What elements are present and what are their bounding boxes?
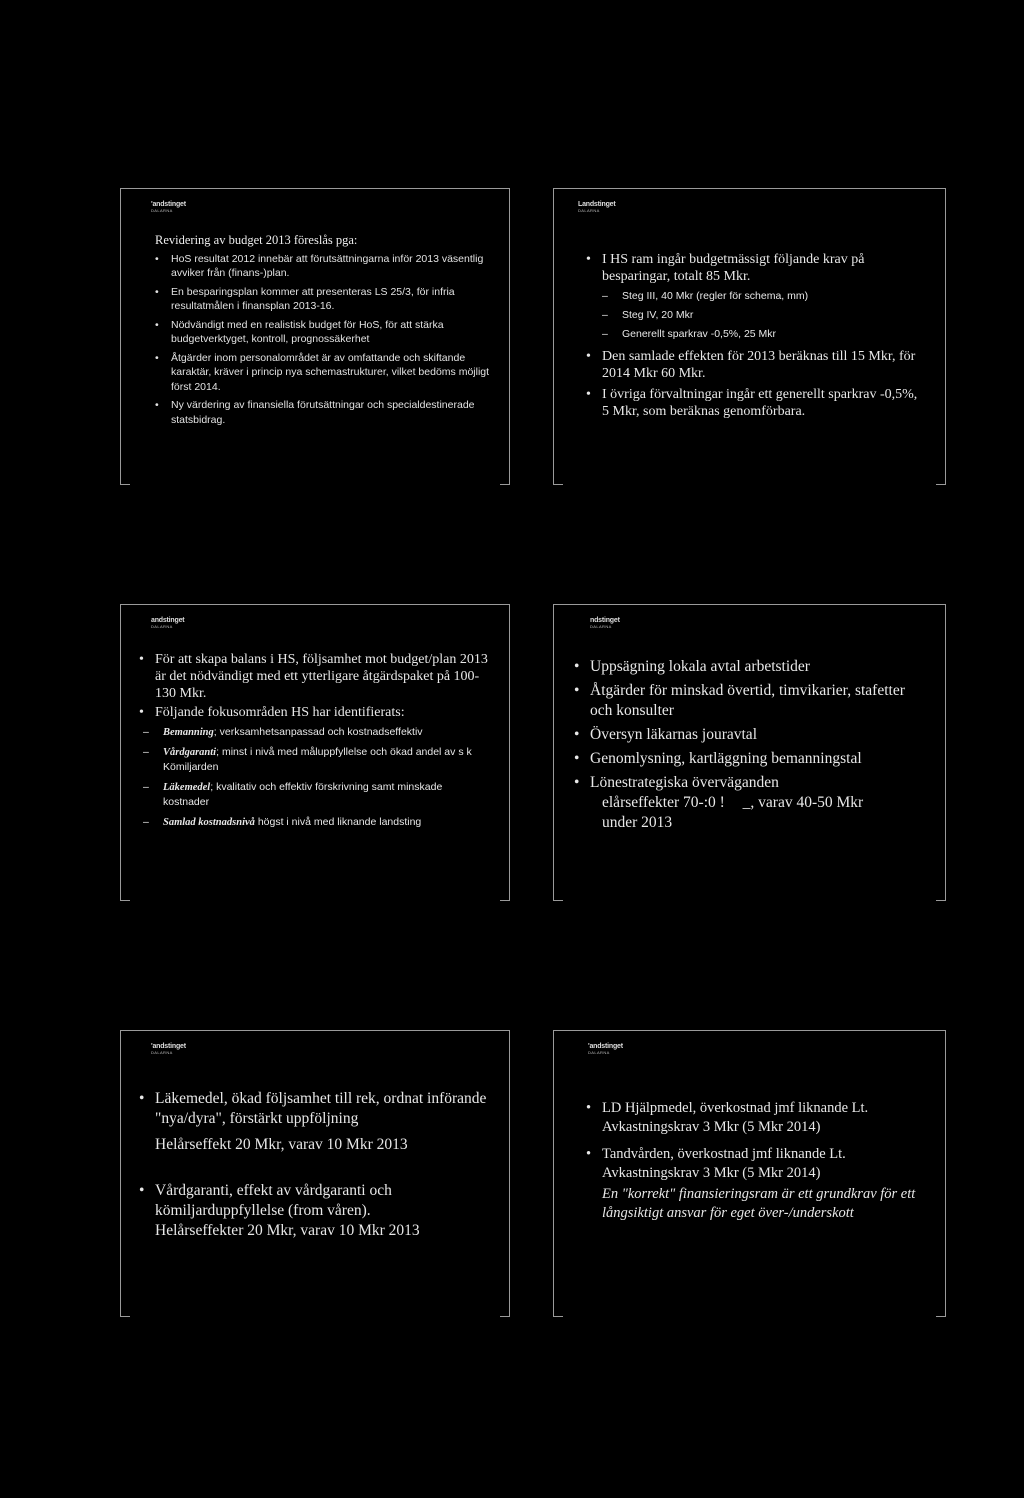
bullet: • Genomlysning, kartläggning bemanningstal [574,749,927,769]
logo-subtext: DALARNA [590,624,612,629]
landsting-logo [151,617,184,629]
slide-3 [120,604,510,900]
logo-subtext: DALARNA [151,624,173,629]
bullet-effect: Helårseffekt 20 Mkr, varav 10 Mkr 2013 [155,1136,408,1153]
slide-1-bullets [155,252,491,428]
focus-term: Samlad kostnadsnivå [163,817,255,828]
bullet-text: Följande fokusområden HS har identifierats: [155,705,405,720]
logo-subtext: DALARNA [151,208,173,213]
bullet: • Översyn läkarnas jouravtal [574,725,927,745]
effect-year: under 2013 [602,814,673,831]
bullet: • HoS resultat 2012 innebär att förutsättningarna inför 2013 väsentlig avviker från (finans-)plan. [155,252,491,281]
logo-text: 'andstinget [588,1043,623,1050]
bullet [586,251,927,342]
focus-text: ; verksamhetsanpassad och kostnadseffektiv [213,726,423,738]
bullet-text: I HS ram ingår budgetmässigt följande krav på besparingar, totalt 85 Mkr. [602,252,865,284]
sub-bullets [602,289,927,342]
slide-6 [553,1030,946,1316]
bullet: • Åtgärder för minskad övertid, timvikarier, stafetter och konsulter [574,681,927,721]
logo-subtext: DALARNA [151,1050,173,1055]
logo-subtext: DALARNA [588,1050,610,1055]
slide-6-content [586,1099,927,1223]
landsting-logo [588,1043,623,1055]
landsting-logo [151,201,186,213]
focus-area-item [143,725,491,740]
bullet: • Den samlade effekten för 2013 beräknas till 15 Mkr, för 2014 Mkr 60 Mkr. [586,348,927,382]
focus-text: högst i nivå med liknande landsting [254,816,422,828]
sub-bullet: – Steg III, 40 Mkr (regler för schema, mm) [602,289,927,304]
bullet [586,1099,927,1137]
slide-4-bullets [574,657,927,793]
focus-term: Bemanning [163,727,214,738]
slide-4 [553,604,946,900]
focus-area-item [143,815,491,830]
bullet: • En besparingsplan kommer att presenteras LS 25/3, för infria resultatmålen i finansplan 2013-16. [155,285,491,314]
bullet: • Nödvändigt med en realistisk budget för HoS, för att stärka budgetverktyget, kontroll, prognossäkerhet [155,318,491,347]
bullet [139,704,491,830]
bullet [139,1181,491,1241]
bullet-requirement: Avkastningskrav 3 Mkr (5 Mkr 2014) [602,1119,821,1135]
bullet: • Uppsägning lokala avtal arbetstider [574,657,927,677]
slide-6-bullets [586,1099,927,1223]
logo-text: andstinget [151,617,185,624]
logo-text: 'andstinget [151,201,186,208]
logo-text: ndstinget [590,617,620,624]
focus-areas [143,725,491,830]
bullet [586,1145,927,1223]
bullet-text: • Vårdgaranti, effekt av vårdgaranti och kömiljarduppfyllelse (from våren). [155,1182,392,1219]
logo-subtext: DALARNA [578,208,600,213]
effect-text-a: elårseffekter 70-:0 ! [602,794,725,811]
bullet: • Ny värdering av finansiella förutsättningar och specialdestinerade statsbidrag. [155,398,491,427]
italic-statement: En "korrekt" finansieringsram är ett grundkrav för ett långsiktigt ansvar för eget över-/underskott [602,1186,916,1221]
effect-continuation [574,793,927,813]
bullet-effect: Helårseffekter 20 Mkr, varav 10 Mkr 2013 [155,1222,420,1239]
landsting-logo [151,1043,186,1055]
focus-text: ; kvalitativ och effektiv förskrivning samt minskade kostnader [163,781,443,808]
bullet: • För att skapa balans i HS, följsamhet mot budget/plan 2013 är det nödvändigt med ett ytterligare åtgärdspaket på 100-130 Mkr. [139,651,491,702]
logo-text: Landstinget [578,201,616,208]
bullet-text: • Tandvården, överkostnad jmf liknande Lt. [602,1146,846,1162]
slide-3-bullets [139,651,491,830]
focus-term: Läkemedel [163,782,211,793]
logo-text: 'andstinget [151,1043,186,1050]
slide-5 [120,1030,510,1316]
slide-1-heading: Revidering av budget 2013 föreslås pga: [155,233,358,247]
bullet-requirement: Avkastningskrav 3 Mkr (5 Mkr 2014) [602,1165,821,1181]
bullet [139,1089,491,1155]
slide-1 [120,188,510,484]
slide-2-content [586,251,927,420]
bullet: • I övriga förvaltningar ingår ett generellt sparkrav -0,5%, 5 Mkr, som beräknas genomförbara. [586,386,927,420]
landsting-logo [590,617,620,629]
bullet: • Lönestrategiska överväganden [574,773,927,793]
slide-2-bullets [586,251,927,420]
landsting-logo [578,201,615,213]
bullet: • Åtgärder inom personalområdet är av omfattande och skiftande karaktär, kräver i princip nya schemastrukturer, vilket bedöms möjligt först 2014. [155,351,491,395]
focus-area-item [143,745,491,775]
slide-5-bullets [139,1089,491,1241]
slide-5-content [139,1089,491,1241]
bullet-text: • LD Hjälpmedel, överkostnad jmf liknande Lt. [602,1100,869,1116]
focus-area-item [143,780,491,810]
focus-text: ; minst i nivå med måluppfyllelse och ökad andel av s k Kömiljarden [163,746,472,773]
slide-1-content [155,233,491,427]
sub-bullet: – Steg IV, 20 Mkr [602,308,927,323]
sub-bullet: – Generellt sparkrav -0,5%, 25 Mkr [602,327,927,342]
bullet-text: • Läkemedel, ökad följsamhet till rek, ordnat införande "nya/dyra", förstärkt uppföljning [155,1090,487,1127]
focus-term: Vårdgaranti [163,747,217,758]
effect-text-b: _, varav 40-50 Mkr [742,794,864,811]
slide-3-content [139,651,491,830]
slide-2 [553,188,946,484]
slide-4-content [574,657,927,833]
